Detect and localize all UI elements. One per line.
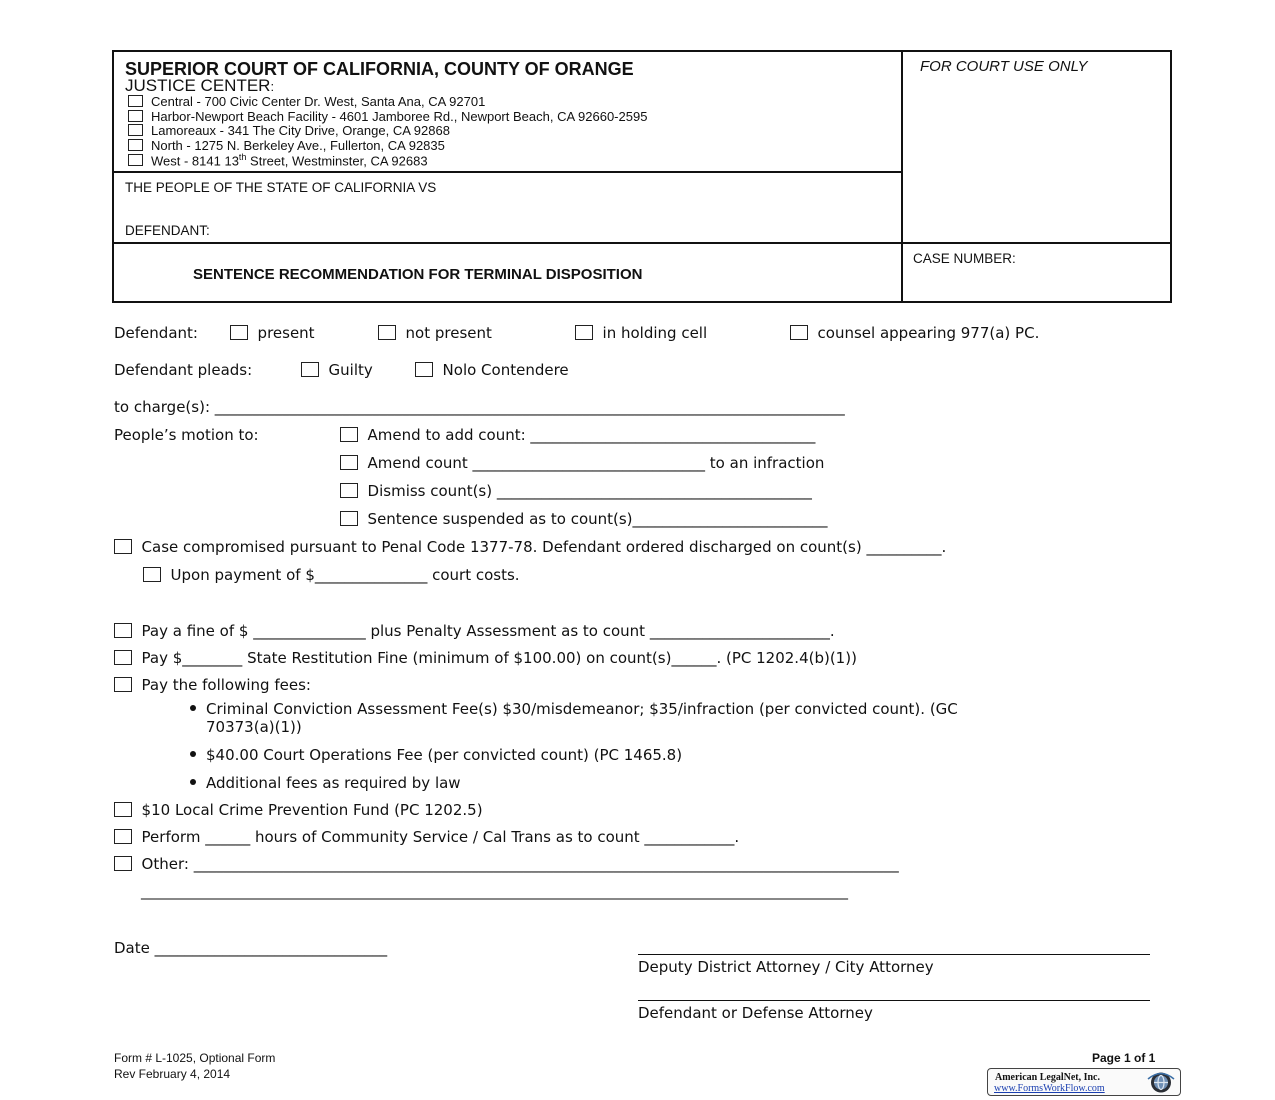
publisher-logo[interactable] [987, 1068, 1181, 1096]
checkbox[interactable] [114, 650, 132, 665]
justice-center-label: JUSTICE CENTER: [125, 76, 275, 95]
checkbox[interactable] [340, 427, 358, 442]
option-present[interactable]: present [230, 324, 315, 342]
checkbox[interactable] [114, 677, 132, 692]
divider [114, 171, 901, 173]
form-number: Form # L-1025, Optional Form [114, 1051, 276, 1065]
checkbox[interactable] [301, 362, 319, 377]
motion-sentence-suspended[interactable]: Sentence suspended as to count(s)__________________________ [340, 510, 828, 528]
community-service[interactable]: Perform ______ hours of Community Service / Cal Trans as to count ____________. [114, 828, 739, 846]
defendant-signature-line[interactable] [638, 1000, 1150, 1001]
case-compromised[interactable]: Case compromised pursuant to Penal Code 1377-78. Defendant ordered discharged on count(s) __________. [114, 538, 946, 556]
checkbox[interactable] [340, 455, 358, 470]
checkbox[interactable] [114, 539, 132, 554]
divider [901, 52, 903, 301]
restitution-fine[interactable]: Pay $________ State Restitution Fine (minimum of $100.00) on count(s)______. (PC 1202.4(b)(1)) [114, 649, 857, 667]
fee-item: Criminal Conviction Assessment Fee(s) $30/misdemeanor; $35/infraction (per convicted count). (GC [190, 700, 958, 718]
center-option-lamoreaux[interactable]: Lamoreaux - 341 The City Drive, Orange, CA 92868 [128, 123, 450, 138]
motion-dismiss[interactable]: Dismiss count(s) __________________________________________ [340, 482, 812, 500]
court-costs[interactable]: Upon payment of $_______________ court costs. [143, 566, 520, 584]
bullet-icon [190, 751, 196, 757]
checkbox[interactable] [790, 325, 808, 340]
checkbox[interactable] [114, 856, 132, 871]
option-guilty[interactable]: Guilty [301, 361, 373, 379]
center-option-harbor[interactable]: Harbor-Newport Beach Facility - 4601 Jamboree Rd., Newport Beach, CA 92660-2595 [128, 109, 647, 124]
bullet-icon [190, 779, 196, 785]
pay-fine[interactable]: Pay a fine of $ _______________ plus Penalty Assessment as to count ________________________. [114, 622, 835, 640]
option-nolo-contendere[interactable]: Nolo Contendere [415, 361, 569, 379]
center-option-west[interactable]: West - 8141 13th Street, Westminster, CA 92683 [128, 152, 428, 168]
globe-icon [1144, 1070, 1178, 1095]
attorney-signature-line[interactable] [638, 954, 1150, 955]
checkbox[interactable] [340, 483, 358, 498]
motion-amend-count[interactable]: Amend count _______________________________ to an infraction [340, 454, 824, 472]
checkbox[interactable] [128, 124, 143, 136]
attorney-signature-label: Deputy District Attorney / City Attorney [638, 958, 934, 976]
charges-field[interactable]: to charge(s): ____________________________________________________________________________________ [114, 398, 845, 416]
date-field[interactable]: Date _______________________________ [114, 939, 388, 957]
option-counsel-appearing[interactable]: counsel appearing 977(a) PC. [790, 324, 1039, 342]
checkbox[interactable] [340, 511, 358, 526]
checkbox[interactable] [114, 623, 132, 638]
other-field[interactable]: Other: ______________________________________________________________________________________________ [114, 855, 899, 873]
court-use-label: FOR COURT USE ONLY [920, 58, 1088, 75]
divider [114, 242, 1170, 244]
checkbox[interactable] [128, 95, 143, 107]
center-option-central[interactable]: Central - 700 Civic Center Dr. West, Santa Ana, CA 92701 [128, 94, 485, 109]
bullet-icon [190, 705, 196, 711]
checkbox[interactable] [143, 567, 161, 582]
option-holding-cell[interactable]: in holding cell [575, 324, 707, 342]
fee-item: Additional fees as required by law [190, 774, 461, 792]
page-number: Page 1 of 1 [1092, 1051, 1156, 1065]
checkbox[interactable] [114, 802, 132, 817]
people-vs: THE PEOPLE OF THE STATE OF CALIFORNIA VS [125, 180, 437, 195]
logo-name: American LegalNet, Inc. [995, 1072, 1100, 1083]
other-field-line2[interactable]: _____________________________________________________________________________________________________ [141, 884, 848, 900]
checkbox[interactable] [114, 829, 132, 844]
form-revision: Rev February 4, 2014 [114, 1067, 231, 1081]
case-number-label: CASE NUMBER: [913, 251, 1016, 266]
checkbox[interactable] [378, 325, 396, 340]
logo-url[interactable]: www.FormsWorkFlow.com [994, 1083, 1105, 1094]
pay-fees[interactable]: Pay the following fees: [114, 676, 311, 694]
checkbox[interactable] [128, 110, 143, 122]
motion-amend-add[interactable]: Amend to add count: ______________________________________ [340, 426, 815, 444]
center-option-north[interactable]: North - 1275 N. Berkeley Ave., Fullerton, CA 92835 [128, 138, 445, 153]
court-name: SUPERIOR COURT OF CALIFORNIA, COUNTY OF ORANGE [125, 59, 634, 79]
checkbox[interactable] [128, 139, 143, 151]
crime-prevention-fund[interactable]: $10 Local Crime Prevention Fund (PC 1202.5) [114, 801, 483, 819]
checkbox[interactable] [230, 325, 248, 340]
checkbox[interactable] [128, 154, 143, 166]
checkbox[interactable] [575, 325, 593, 340]
option-not-present[interactable]: not present [378, 324, 492, 342]
fee-item: $40.00 Court Operations Fee (per convicted count) (PC 1465.8) [190, 746, 682, 764]
form-title: SENTENCE RECOMMENDATION FOR TERMINAL DISPOSITION [193, 266, 643, 283]
defendant-label: Defendant: [114, 324, 198, 342]
pleads-label: Defendant pleads: [114, 361, 253, 379]
checkbox[interactable] [415, 362, 433, 377]
fee-item-continued: 70373(a)(1)) [206, 718, 302, 736]
defendant-signature-label: Defendant or Defense Attorney [638, 1004, 873, 1022]
defendant-name-label: DEFENDANT: [125, 223, 210, 238]
motion-label: People’s motion to: [114, 426, 259, 444]
